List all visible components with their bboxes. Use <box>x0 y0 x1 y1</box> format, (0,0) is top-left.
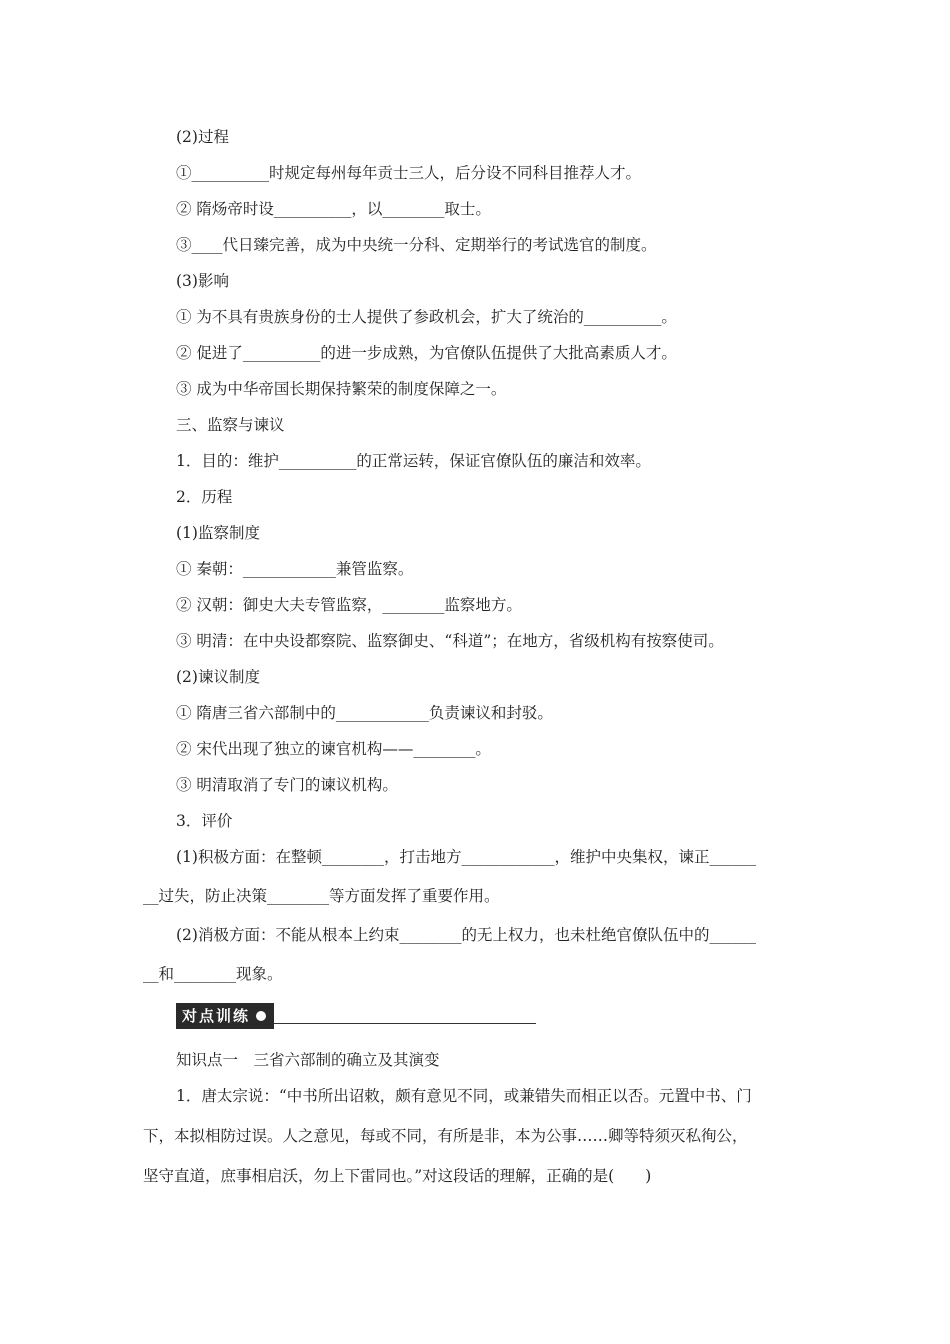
question-line: 下，本拟相防过误。人之意见，每或不同，有所是非，本为公事……卿等特须灭私徇公， <box>143 1127 748 1145</box>
text-line: 1．目的：维护__________的正常运转，保证官僚队伍的廉洁和效率。 <box>176 452 651 470</box>
text-line: (2)过程 <box>176 128 229 146</box>
text-line: ① 隋唐三省六部制中的____________负责谏议和封驳。 <box>176 704 553 722</box>
text-line: __过失，防止决策________等方面发挥了重要作用。 <box>143 887 500 905</box>
section-heading-bar <box>176 1003 536 1029</box>
question-line: 坚守直道，庶事相启沃，勿上下雷同也。”对这段话的理解，正确的是( ) <box>143 1167 652 1185</box>
section-heading-text: 对点训练 <box>182 1007 251 1025</box>
text-line: (2)谏议制度 <box>176 668 260 686</box>
text-line: ② 促进了__________的进一步成熟，为官僚队伍提供了大批高素质人才。 <box>176 344 677 362</box>
text-line: (1)监察制度 <box>176 524 260 542</box>
knowledge-point-title: 知识点一 三省六部制的确立及其演变 <box>176 1051 440 1069</box>
text-line: ①__________时规定每州每年贡士三人，后分设不同科目推荐人才。 <box>176 164 642 182</box>
text-line: ③____代日臻完善，成为中央统一分科、定期举行的考试选官的制度。 <box>176 236 657 254</box>
text-line: (1)积极方面：在整顿________，打击地方____________，维护中央集权，谏正______ <box>176 848 756 866</box>
text-line: ③ 明清：在中央设都察院、监察御史、“科道”；在地方，省级机构有按察使司。 <box>176 632 724 650</box>
text-line: ② 汉朝：御史大夫专管监察，________监察地方。 <box>176 596 522 614</box>
text-line: ① 为不具有贵族身份的士人提供了参政机会，扩大了统治的__________。 <box>176 308 677 326</box>
text-line: 2．历程 <box>176 488 233 506</box>
text-line: 3．评价 <box>176 812 233 830</box>
section-heading-label <box>176 1003 274 1029</box>
heading-rule <box>274 1023 536 1024</box>
text-line: ② 宋代出现了独立的谏官机构——________。 <box>176 740 491 758</box>
text-line: ③ 成为中华帝国长期保持繁荣的制度保障之一。 <box>176 380 507 398</box>
text-line: ② 隋炀帝时设__________，以________取士。 <box>176 200 491 218</box>
question-line: 1．唐太宗说：“中书所出诏敕，颇有意见不同，或兼错失而相正以否。元置中书、门 <box>176 1087 752 1105</box>
text-line: __和________现象。 <box>143 965 283 983</box>
text-line: ③ 明清取消了专门的谏议机构。 <box>176 776 398 794</box>
section-title: 三、监察与谏议 <box>176 416 285 434</box>
text-line: ① 秦朝：____________兼管监察。 <box>176 560 414 578</box>
bullet-dot-icon <box>256 1011 266 1021</box>
text-line: (3)影响 <box>176 272 229 290</box>
text-line: (2)消极方面：不能从根本上约束________的无上权力，也未杜绝官僚队伍中的______ <box>176 926 756 944</box>
